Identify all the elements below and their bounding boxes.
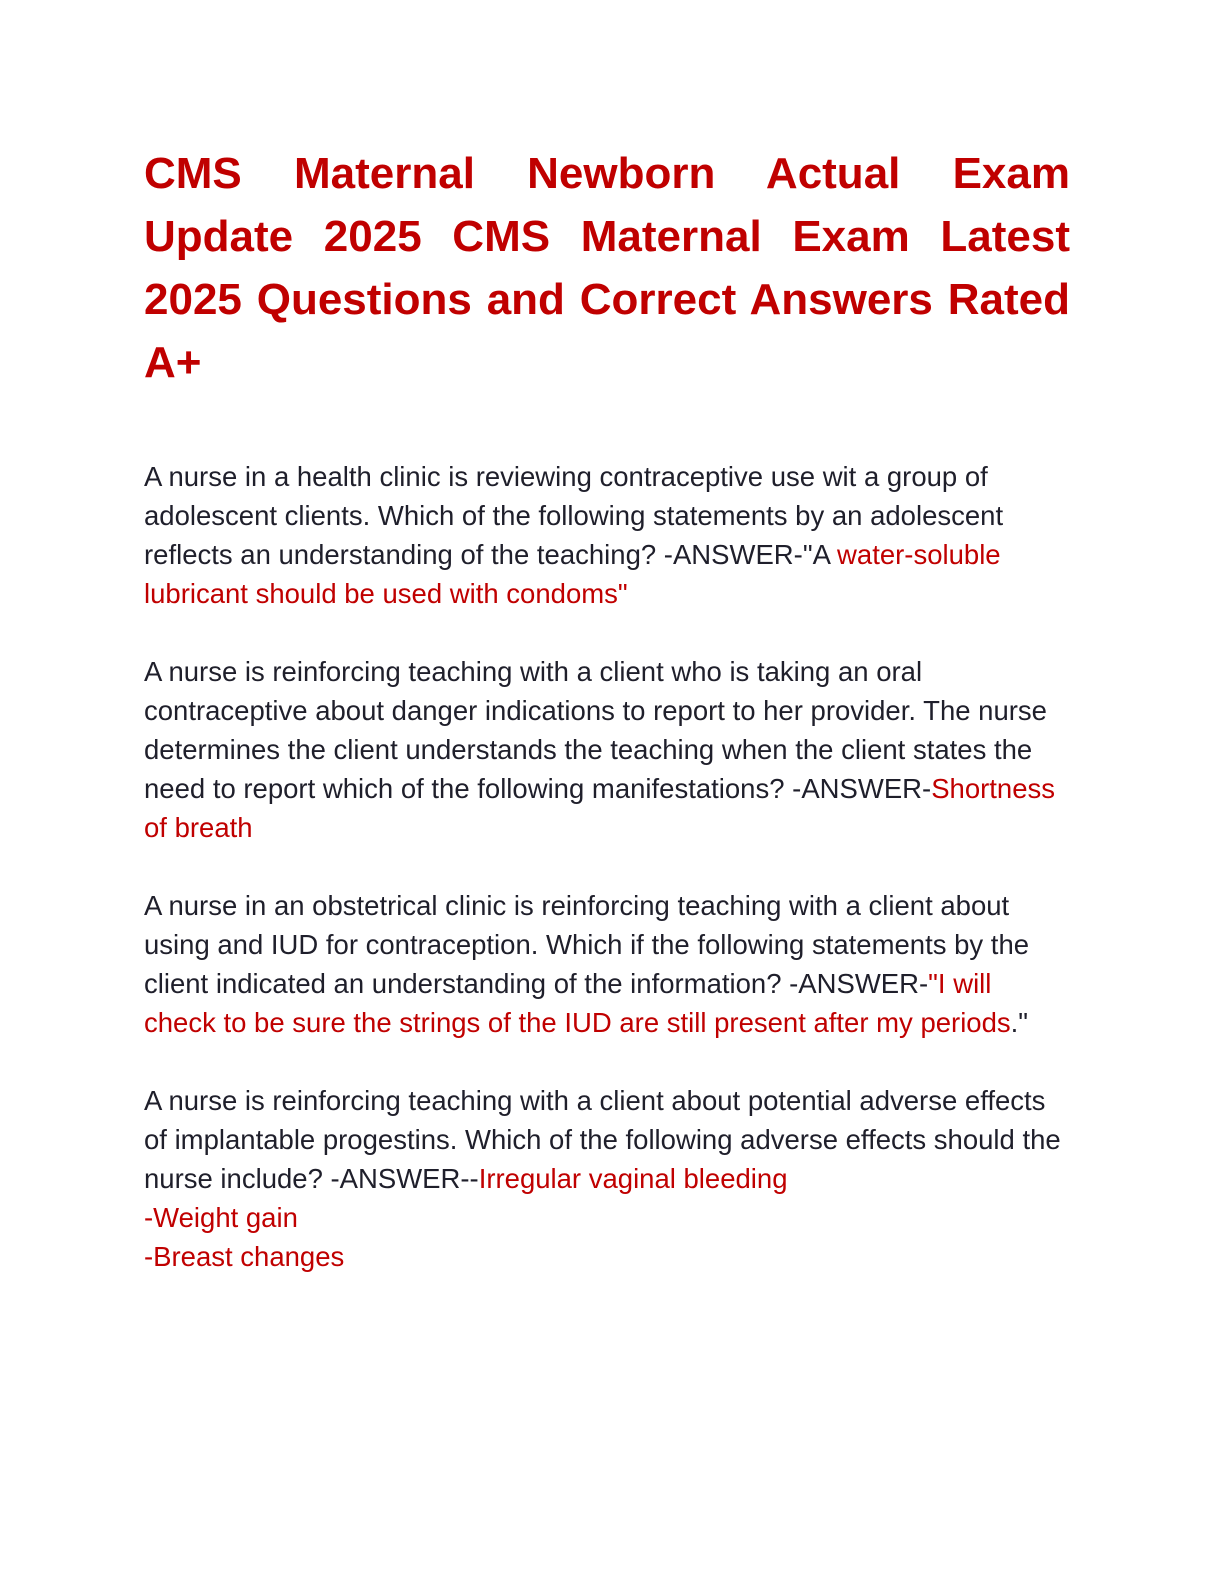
question-list <box>144 457 1070 1276</box>
answer-text: Irregular vaginal bleeding <box>478 1163 788 1194</box>
question-item-4 <box>144 1081 1070 1276</box>
question-item-2 <box>144 652 1070 847</box>
answer-text: Shortness of breath <box>144 773 1056 843</box>
answer-text: "I will check to be sure the strings of the IUD are still present after my periods <box>144 968 1011 1038</box>
question-item-1 <box>144 457 1070 613</box>
question-text: A nurse is reinforcing teaching with a client who is taking an oral contraceptive about danger indications to report to her provider. The nurse determines the client understands the teaching when the client states the need to report which of the following manifestations? -ANSWER- <box>144 656 1047 804</box>
question-text: A nurse in a health clinic is reviewing contraceptive use wit a group of adolescent clients. Which of the following statements by an adolescent reflects an understanding of the teaching? -ANSWER-"A <box>144 461 1004 570</box>
answer-text: water-soluble lubricant should be used with condoms" <box>144 539 1001 609</box>
question-text: A nurse in an obstetrical clinic is reinforcing teaching with a client about using and IUD for contraception. Which if the following statements by the client indicated an understanding of the information? -ANSWER- <box>144 890 1030 999</box>
question-text: A nurse is reinforcing teaching with a client about potential adverse effects of implantable progestins. Which of the following adverse effects should the nurse include? -ANSWER-- <box>144 1085 1061 1194</box>
answer-trailing-punctuation: ." <box>1010 1007 1029 1038</box>
answer-extra-line-1: -Weight gain <box>144 1202 298 1233</box>
document-title: CMS Maternal Newborn Actual Exam Update 2025 CMS Maternal Exam Latest 2025 Questions and Correct Answers Rated A+ <box>144 149 1070 387</box>
answer-extra-line-2: -Breast changes <box>144 1241 345 1272</box>
document-page <box>144 142 1070 1315</box>
question-item-3 <box>144 886 1070 1042</box>
